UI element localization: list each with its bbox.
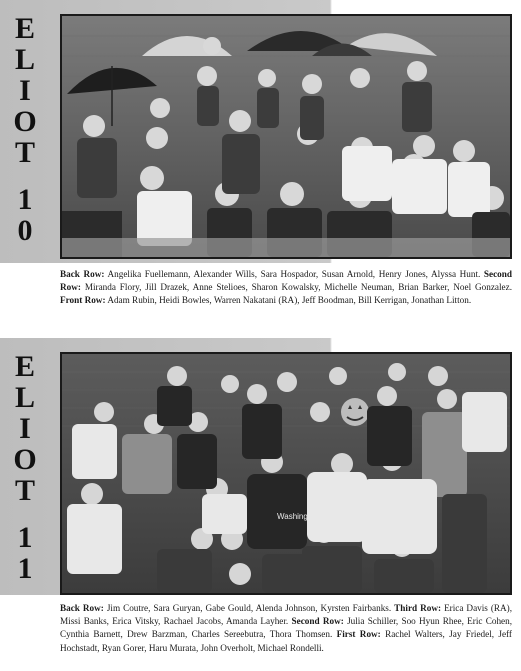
caption-row-names: Julia Schiller, Soo Hyun Rhee, Eric Cohen, Cynthia Barnett, Drew Barzman, Charles Sereebutra, Thora Thomsen.: [60, 616, 513, 640]
caption-row-label: Back Row:: [60, 603, 104, 613]
title-letter: O: [13, 105, 37, 138]
title-letter: T: [14, 474, 35, 507]
caption-row-names: Miranda Flory, Jill Drazek, Anne Stelioes, Sharon Kowalsky, Michelle Neuman, Brian Barker, Noel Gonzalez.: [84, 282, 512, 293]
caption-row-label: Second Row:: [291, 616, 344, 627]
title-letter: I: [19, 412, 31, 445]
caption-row-names: Adam Rubin, Heidi Bowles, Warren Nakatani (RA), Jeff Boodman, Bill Kerrigan, Jonathan Litton.: [107, 295, 472, 306]
title-number: 0: [17, 214, 33, 247]
section-title-eliot-10: [8, 14, 42, 247]
caption-row-names: Angelika Fuellemann, Alexander Wills, Sara Hospador, Susan Arnold, Henry Jones, Alyssa Hunt.: [107, 269, 481, 279]
title-number: 1: [17, 183, 33, 216]
title-number: 1: [17, 552, 33, 585]
shirt-text: Washington: [277, 512, 319, 521]
caption-row-names: Erica Davis (RA), Missi Banks, Erica Vitsky, Rachael Jacobs, Amanda Layher.: [60, 603, 513, 627]
title-letter: L: [14, 43, 35, 76]
caption-row-label: Second Row:: [60, 269, 512, 293]
group-photo-eliot-11: [60, 352, 512, 595]
caption-row-names: Jim Coutre, Sara Guryan, Gabe Gould, Alenda Johnson, Kyrsten Fairbanks.: [106, 603, 392, 613]
title-letter: I: [19, 74, 31, 107]
caption-row-label: Third Row:: [394, 603, 442, 613]
title-letter: T: [14, 136, 35, 169]
caption-eliot-11: [60, 602, 512, 655]
title-letter: E: [14, 12, 35, 45]
caption-row-label: Back Row:: [60, 269, 105, 279]
title-letter: E: [14, 350, 35, 383]
caption-eliot-10: [60, 268, 512, 308]
section-title-eliot-11: [8, 352, 42, 585]
title-letter: O: [13, 443, 37, 476]
group-photo-eliot-10: [60, 14, 512, 259]
caption-row-label: Front Row:: [60, 295, 106, 306]
caption-row-names: Rachel Walters, Jay Friedel, Jeff Hochstadt, Ryan Gorer, Haru Murata, John Overholt, Michael Rondelli.: [60, 629, 512, 653]
title-number: 1: [17, 521, 33, 554]
caption-row-label: First Row:: [336, 629, 381, 640]
title-letter: L: [14, 381, 35, 414]
